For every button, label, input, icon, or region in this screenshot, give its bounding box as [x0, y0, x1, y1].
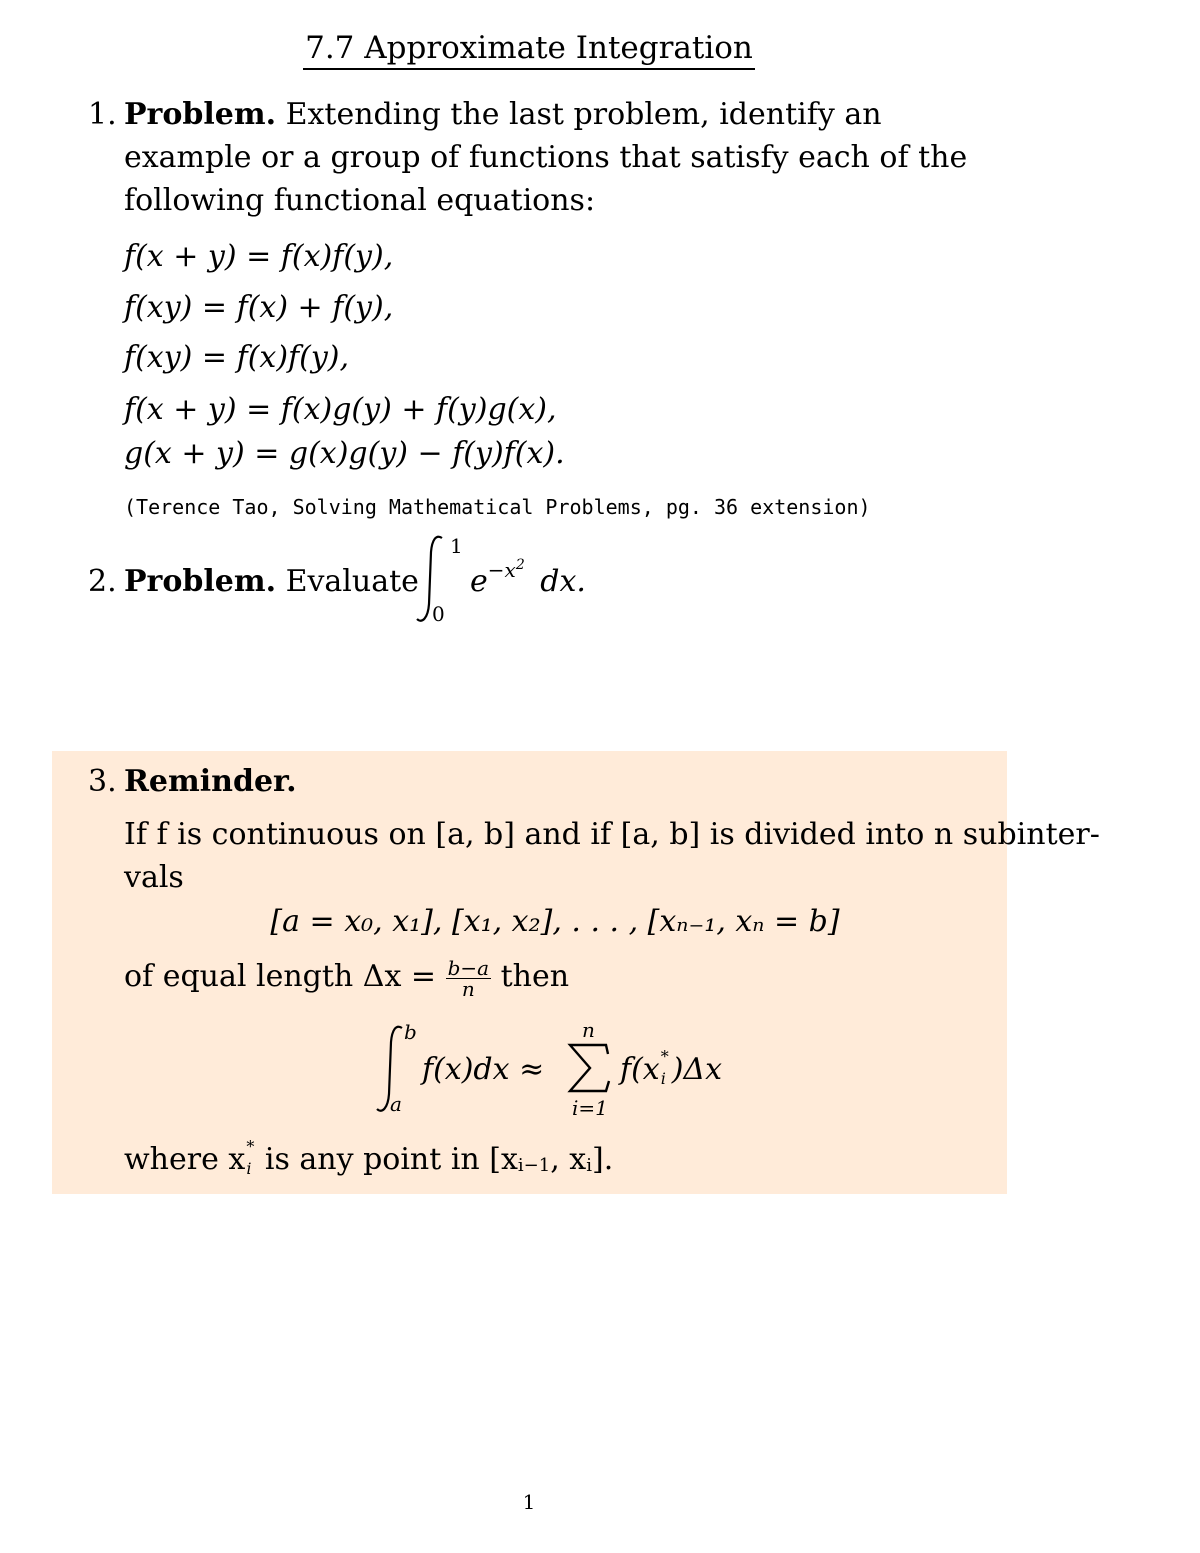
problem-2-text: [124, 560, 419, 603]
equation-5: g(x + y) = g(x)g(y) − f(y)f(x).: [124, 436, 565, 471]
reminder-number: 3.: [88, 764, 117, 799]
integrand: [470, 557, 586, 609]
riemann-integral-upper: b: [404, 1020, 417, 1044]
equal-length-text: of equal length Δx =: [124, 959, 437, 994]
equation-1: f(x + y) = f(x)f(y),: [124, 239, 394, 274]
where-sup: *: [246, 1137, 255, 1156]
page-number: 1: [522, 1490, 536, 1514]
problem-1-number: 1.: [88, 97, 117, 132]
title-text: 7.7 Approximate Integration: [303, 30, 755, 70]
equation-3: f(xy) = f(x)f(y),: [124, 340, 350, 375]
integrand-exponent: [488, 558, 525, 582]
reminder-line-2: vals: [124, 860, 184, 895]
sum-sub: i: [660, 1069, 666, 1088]
where-comma: , x: [550, 1142, 587, 1177]
partition-formula: [a = x₀, x₁], [x₁, x₂], . . . , [xₙ₋₁, xₙ = b]: [270, 904, 840, 939]
where-end: ].: [591, 1142, 614, 1177]
sum-lower: i=1: [572, 1096, 608, 1120]
reminder-line-3: [124, 955, 569, 999]
problem-2-label: Problem.: [124, 564, 277, 599]
problem-1-text: [124, 93, 1004, 222]
riemann-integral-body: f(x)dx ≈: [422, 1052, 545, 1087]
riemann-integral-lower: a: [390, 1092, 402, 1116]
reminder-where-line: [124, 1138, 613, 1181]
summation-symbol-icon: [566, 1042, 612, 1094]
citation: (Terence Tao, Solving Mathematical Problems, pg. 36 extension): [124, 495, 871, 519]
exponent-power: 2: [515, 557, 525, 573]
sum-body: [620, 1048, 722, 1091]
then-text: then: [500, 959, 570, 994]
where-scripts: [245, 1137, 255, 1178]
where-start: where x: [124, 1142, 246, 1177]
sigma-sign: [566, 1042, 612, 1094]
integral-upper-limit: 1: [450, 534, 463, 558]
page-title: [0, 28, 1058, 68]
where-sub-2: i−1: [517, 1155, 551, 1176]
equation-2: f(xy) = f(x) + f(y),: [124, 290, 394, 325]
exponent-text: −x: [487, 558, 516, 582]
differential: dx.: [540, 564, 586, 599]
problem-2-body: Evaluate: [285, 564, 419, 599]
sum-upper: n: [582, 1018, 595, 1042]
sum-body-end: )Δx: [671, 1052, 723, 1087]
delta-x-fraction: [446, 955, 491, 1001]
problem-1-body: Extending the last problem, identify an example or a group of functions that satisfy each of the following functional equations:: [124, 97, 968, 218]
sum-body-start: f(x: [620, 1052, 660, 1087]
fraction-numerator: b−a: [447, 955, 490, 980]
integrand-base: e: [470, 564, 488, 599]
problem-1-label: Problem.: [124, 97, 277, 132]
where-sub: i: [246, 1159, 252, 1178]
sum-sup: *: [660, 1047, 669, 1066]
sum-scripts: [660, 1047, 672, 1088]
integral-lower-limit: 0: [432, 602, 445, 626]
equation-4: f(x + y) = f(x)g(y) + f(y)g(x),: [124, 392, 557, 427]
where-sub-3: i: [586, 1155, 592, 1176]
problem-2-number: 2.: [88, 564, 117, 599]
where-middle: is any point in [x: [255, 1142, 518, 1177]
reminder-label: Reminder.: [124, 764, 297, 799]
reminder-line-1: If f is continuous on [a, b] and if [a, b] is divided into n subinter-: [124, 817, 1100, 852]
fraction-denominator: n: [461, 976, 475, 1001]
